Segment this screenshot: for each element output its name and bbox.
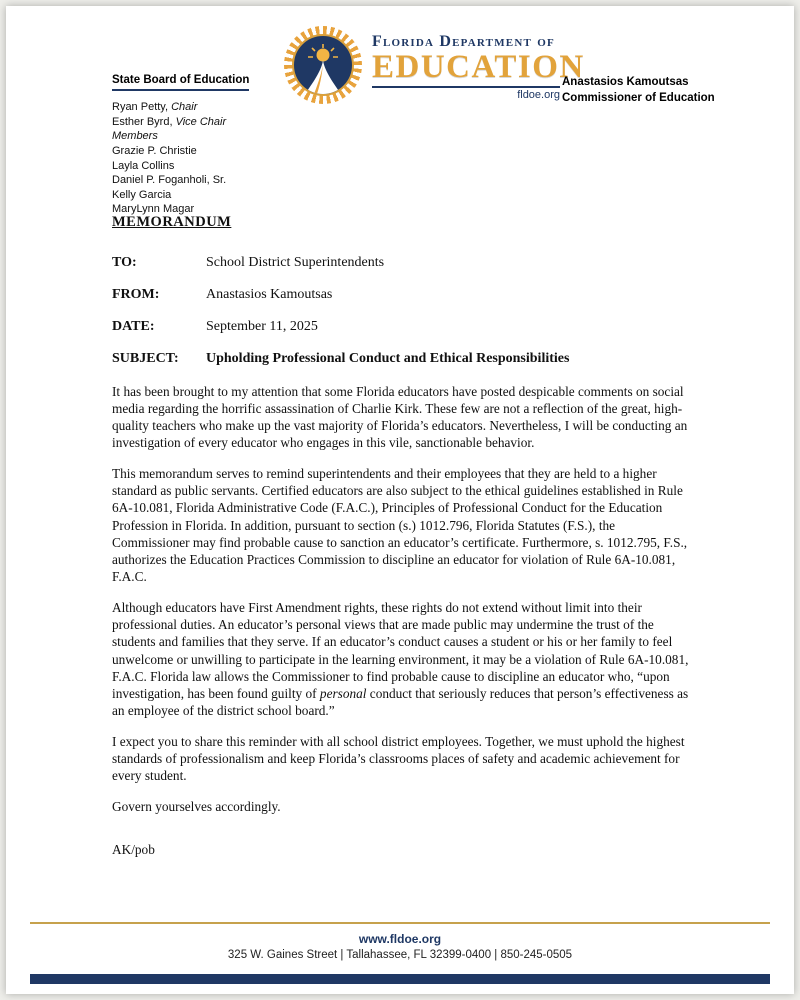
member-name: Layla Collins: [112, 159, 175, 172]
paragraph-1: It has been brought to my attention that some Florida educators have posted despicable comments on social media regarding the horrific assassination of Charlie Kirk. These few are not a reflection of the great, high-quality teachers who make up the vast majority of Florida’s educators. Nevertheless, I will be conducting an investigation of every educator who engages in this vile, sanctionable behavior.: [112, 383, 688, 451]
board-member: [112, 115, 284, 130]
memo-field-subject: [112, 350, 692, 368]
department-seal-icon: [284, 26, 362, 104]
footer-navy-bar: [30, 974, 770, 984]
memo-field-from: [112, 286, 692, 304]
footer-gold-rule: [30, 922, 770, 924]
member-name: Daniel P. Foganholi, Sr.: [112, 174, 227, 187]
logo-wordmark: [372, 26, 585, 101]
from-value: Anastasios Kamoutsas: [206, 287, 333, 303]
subject-label: SUBJECT:: [112, 351, 179, 367]
memo-body: [112, 213, 692, 871]
board-member: [112, 129, 284, 144]
logo-line2: EDUCATION: [372, 49, 585, 85]
memo-field-to: [112, 254, 692, 272]
member-role: Chair: [171, 101, 198, 113]
board-member: [112, 159, 284, 174]
logo-line1: Florida Department of: [372, 33, 555, 50]
member-name: Kelly Garcia: [112, 188, 172, 201]
state-board-title: State Board of Education: [112, 74, 249, 91]
department-logo: [284, 26, 585, 104]
memo-heading: MEMORANDUM: [112, 214, 232, 230]
commissioner-title: Commissioner of Education: [562, 92, 715, 105]
footer-website: www.fldoe.org: [358, 932, 442, 946]
member-role: Vice Chair: [175, 115, 227, 128]
paragraph-3: [112, 599, 692, 720]
commissioner-name: Anastasios Kamoutsas: [562, 76, 689, 88]
board-member: [112, 144, 284, 159]
date-label: DATE:: [112, 319, 155, 335]
paragraph-3-before: Although educators have First Amendment rights, these rights do not extend without limit into their professional duties. An educator’s personal views that are made public may undermine the trust of the students and families that they serve. If an educator’s conduct causes a student or his or her family to feel unwelcome or unwilling to participate in the learning environment, it may be a violation of Rule 6A-10.081, F.A.C. Florida law allows the Commissioner to find probable cause to discipline an educator who, “upon investigation, has been found guilty of: [112, 599, 689, 702]
logo-website: fldoe.org: [517, 89, 560, 101]
paragraph-4: I expect you to share this reminder with all school district employees. Together, we must uphold the highest standards of professionalism and keep Florida’s classrooms places of safety and academic achievement for every student.: [112, 733, 685, 784]
seal-road-sun-icon: [292, 34, 354, 96]
logo-rule: [372, 86, 560, 88]
subject-value: Upholding Professional Conduct and Ethical Responsibilities: [206, 351, 570, 367]
paragraph-2: This memorandum serves to remind superintendents and their employees that they are held to a higher standard as public servants. Certified educators are also subject to the ethical guidelines established in Rule 6A-10.081, Florida Administrative Code (F.A.C.), Principles of Professional Conduct for the Education Profession in Florida. In addition, pursuant to section (s.) 1012.796, Florida Statutes (F.S.), the Commissioner may find probable cause to sanction an educator’s certificate. Furthermore, s. 1012.795, F.S., authorizes the Education Practices Commission to discipline an educator for violation of Rule 6A-10.081, F.A.C.: [112, 465, 688, 585]
date-value: September 11, 2025: [206, 319, 318, 335]
member-name: MaryLynn Magar: [112, 203, 195, 216]
memo-document: [6, 6, 794, 994]
footer-address: 325 W. Gaines Street | Tallahassee, FL 32399-0400 | 850-245-0505: [227, 949, 573, 961]
paragraph-3-after: conduct that seriously reduces that person’s effectiveness as an employee of the district school board.”: [112, 686, 689, 719]
to-label: TO:: [112, 254, 137, 270]
commissioner-block: [562, 74, 742, 106]
paragraph-3-italic-word: personal: [319, 686, 367, 702]
memo-field-date: [112, 318, 692, 336]
member-name: Esther Byrd,: [112, 115, 176, 128]
board-member: [112, 188, 284, 203]
state-board-block: [112, 70, 284, 217]
member-role: Members: [112, 130, 158, 143]
board-member: [112, 100, 284, 115]
member-name: Grazie P. Christie: [112, 144, 197, 157]
to-value: School District Superintendents: [206, 254, 385, 270]
initials-line: AK/pob: [112, 841, 155, 857]
closing-line: Govern yourselves accordingly.: [112, 798, 281, 814]
board-member: [112, 173, 284, 188]
member-name: Ryan Petty,: [112, 101, 172, 113]
from-label: FROM:: [112, 287, 160, 303]
